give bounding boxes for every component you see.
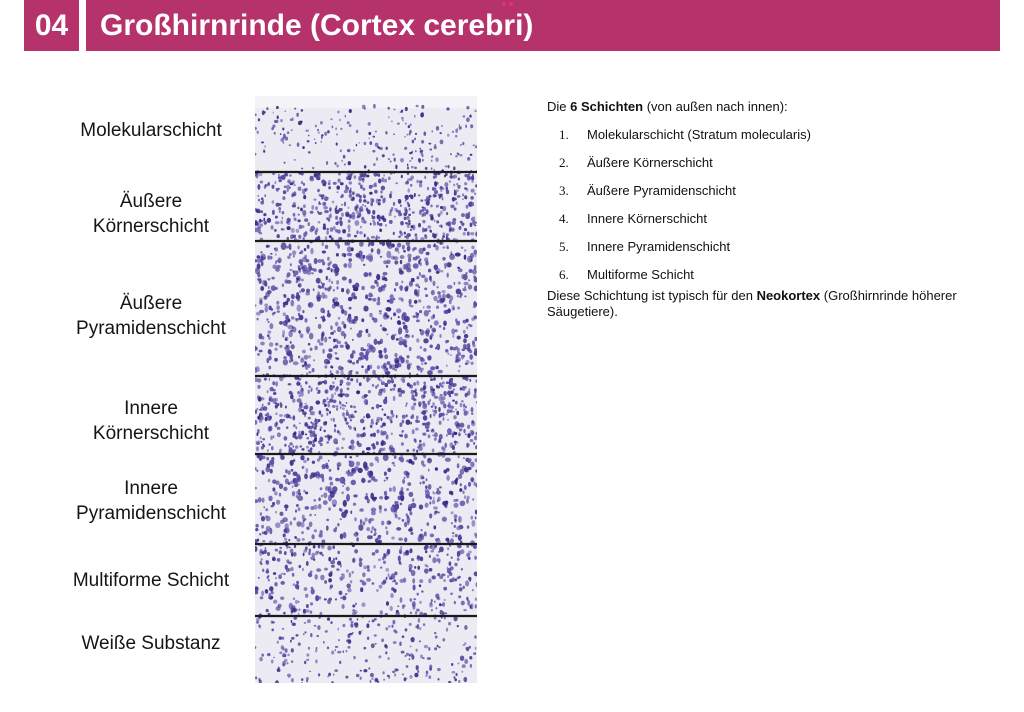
label-innere-koernerschicht: Innere Körnerschicht (92, 398, 210, 444)
label-aeussere-koernerschicht: Äußere Körnerschicht (92, 191, 210, 237)
list-item: 3. Äußere Pyramidenschicht (559, 183, 736, 198)
page-title-text: Großhirnrinde (Cortex cerebri) (100, 8, 534, 42)
list-item: 1. Molekularschicht (Stratum molecularis) (559, 127, 811, 142)
list-item: 6. Multiforme Schicht (559, 267, 694, 282)
label-innere-pyramidenschicht: Innere Pyramidenschicht (76, 478, 226, 524)
section-number: 04 (24, 0, 79, 51)
intro-bold: 6 Schichten (570, 99, 644, 114)
label-multiforme-schicht: Multiforme Schicht (72, 570, 230, 591)
outro-bold: Neokortex (756, 288, 821, 303)
outro-text: Diese Schichtung ist typisch für den Neokortex (Großhirnrinde höherer Säugetiere). (547, 288, 957, 319)
label-molekularschicht: Molekularschicht (80, 120, 222, 141)
page-title (86, 0, 1000, 51)
layer-list (547, 127, 997, 295)
list-item: 2. Äußere Körnerschicht (559, 155, 713, 170)
list-item: 4. Innere Körnerschicht (559, 211, 707, 226)
layer-description (547, 99, 997, 320)
title-accent-dots (502, 2, 516, 8)
list-item: 5. Innere Pyramidenschicht (559, 239, 731, 254)
label-weisse-substanz: Weiße Substanz (81, 633, 221, 654)
cortex-micrograph (255, 96, 477, 683)
intro-text: Die 6 Schichten (von außen nach innen): (547, 99, 788, 114)
label-aeussere-pyramidenschicht: Äußere Pyramidenschicht (76, 293, 226, 339)
